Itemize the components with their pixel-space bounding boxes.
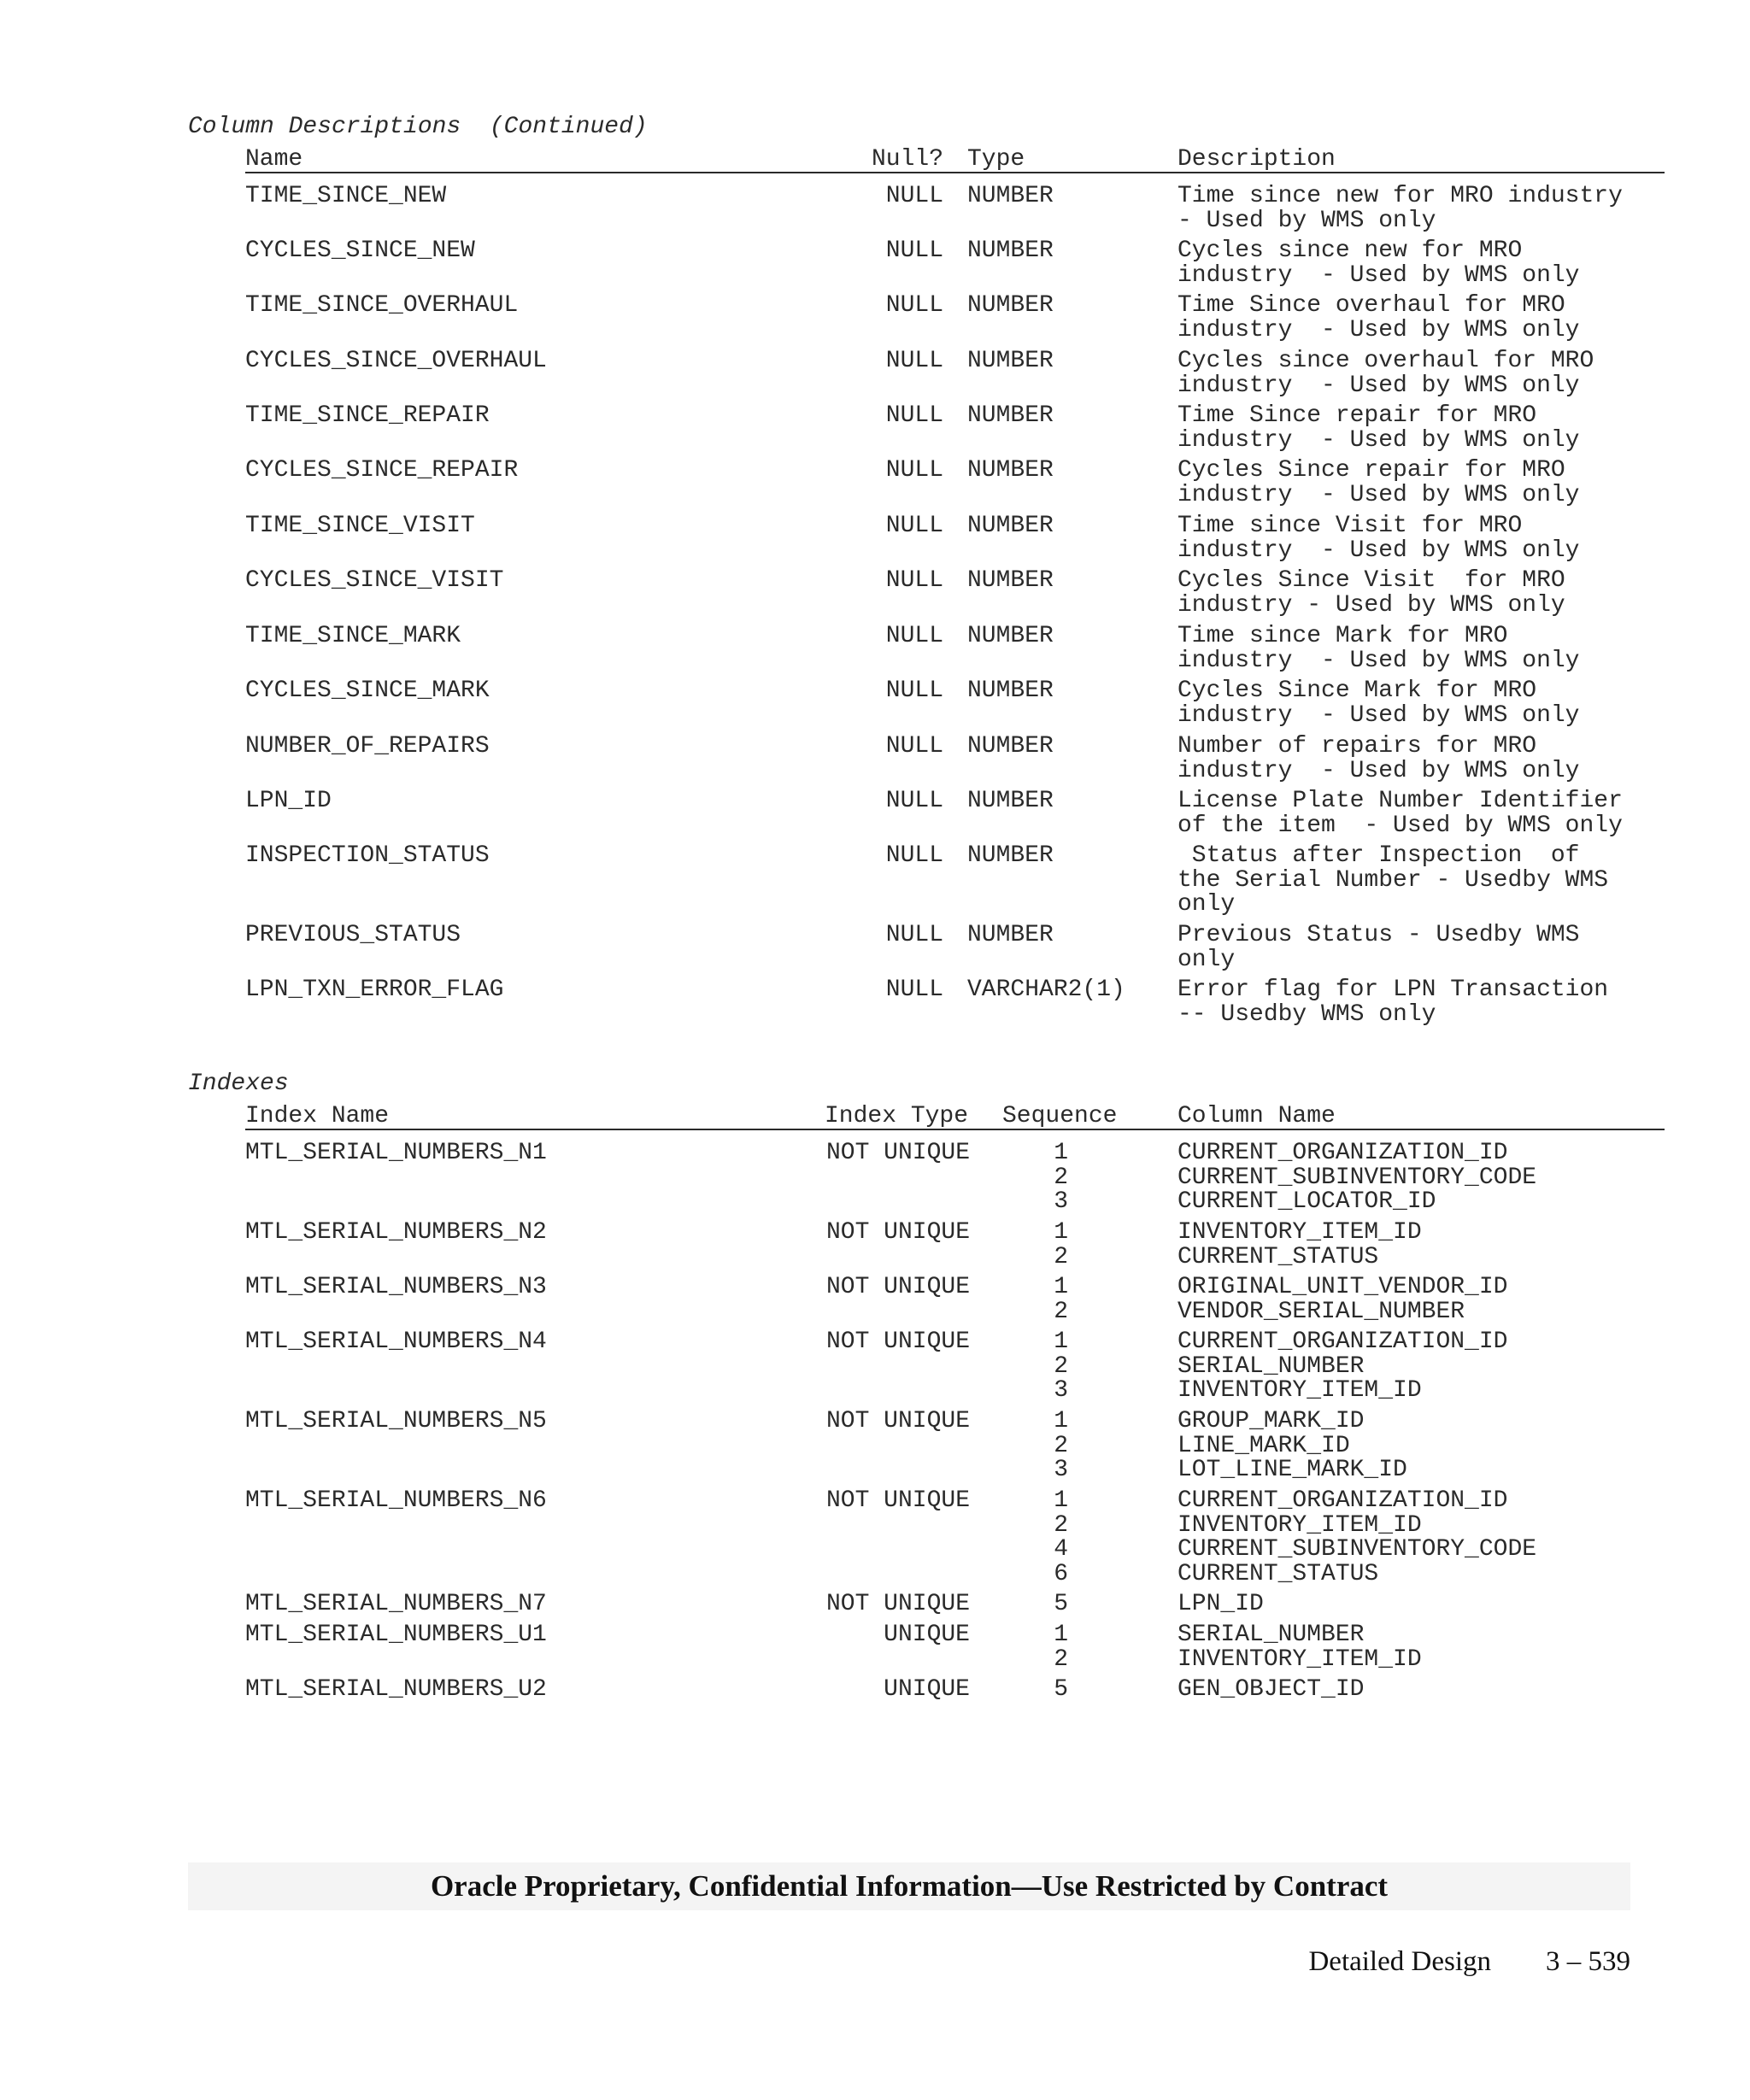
column-name: CYCLES_SINCE_OVERHAUL	[245, 348, 547, 374]
table-row	[0, 1678, 1750, 1824]
header-column-name: Column Name	[1177, 1103, 1336, 1129]
column-null: NULL	[885, 457, 943, 484]
column-type: NUMBER	[967, 842, 1054, 869]
table-row	[0, 789, 1750, 844]
table-row	[0, 844, 1750, 923]
index-name: MTL_SERIAL_NUMBERS_U2	[245, 1676, 547, 1703]
table-row	[0, 514, 1750, 569]
index-columns: CURRENT_ORGANIZATION_ID INVENTORY_ITEM_ID CURRENT_SUBINVENTORY_CODE CURRENT_STATUS	[1177, 1487, 1537, 1587]
table-row	[0, 239, 1750, 294]
index-type: NOT UNIQUE	[825, 1274, 970, 1300]
column-description: Time Since overhaul for MRO industry - Used by WMS only	[1177, 292, 1580, 343]
column-name: CYCLES_SINCE_MARK	[245, 678, 490, 704]
index-type: NOT UNIQUE	[825, 1591, 970, 1617]
column-descriptions-title: Column Descriptions (Continued)	[188, 114, 648, 140]
header-sequence: Sequence	[1002, 1103, 1118, 1129]
page-number: 3 – 539	[1546, 1946, 1630, 1977]
columns-header-rule	[245, 172, 1665, 173]
header-name: Name	[245, 146, 303, 173]
column-type: NUMBER	[967, 788, 1054, 814]
header-null: Null?	[872, 146, 944, 173]
column-type: NUMBER	[967, 623, 1054, 649]
index-sequences: 1 2	[1054, 1219, 1068, 1270]
column-type: NUMBER	[967, 183, 1054, 209]
column-type: NUMBER	[967, 733, 1054, 760]
index-name: MTL_SERIAL_NUMBERS_N4	[245, 1329, 547, 1355]
table-row	[0, 404, 1750, 459]
column-type: VARCHAR2(1)	[967, 977, 1125, 1003]
column-description: Previous Status - Usedby WMS only	[1177, 922, 1580, 973]
header-index-name: Index Name	[245, 1103, 390, 1129]
column-description: Time since Visit for MRO industry - Used by WMS only	[1177, 513, 1580, 564]
header-index-type: Index Type	[825, 1103, 969, 1129]
column-null: NULL	[885, 238, 943, 264]
index-name: MTL_SERIAL_NUMBERS_U1	[245, 1622, 547, 1648]
index-sequences: 1 2 3	[1054, 1408, 1068, 1483]
column-type: NUMBER	[967, 513, 1054, 539]
index-type: NOT UNIQUE	[825, 1219, 970, 1246]
column-null: NULL	[885, 292, 943, 319]
index-columns: CURRENT_ORGANIZATION_ID CURRENT_SUBINVENTORY_CODE CURRENT_LOCATOR_ID	[1177, 1140, 1537, 1215]
column-null: NULL	[885, 842, 943, 869]
indexes-header-rule	[245, 1129, 1665, 1130]
column-description: Time since new for MRO industry - Used by WMS only	[1177, 183, 1623, 234]
column-name: CYCLES_SINCE_REPAIR	[245, 457, 519, 484]
indexes-title: Indexes	[188, 1071, 289, 1097]
index-sequences: 1 2 4 6	[1054, 1487, 1068, 1587]
column-null: NULL	[885, 348, 943, 374]
column-type: NUMBER	[967, 348, 1054, 374]
column-name: LPN_TXN_ERROR_FLAG	[245, 977, 504, 1003]
column-type: NUMBER	[967, 678, 1054, 704]
table-row	[0, 679, 1750, 734]
index-columns: CURRENT_ORGANIZATION_ID SERIAL_NUMBER INVENTORY_ITEM_ID	[1177, 1329, 1508, 1404]
index-type: NOT UNIQUE	[825, 1408, 970, 1434]
index-type: UNIQUE	[884, 1622, 970, 1648]
column-null: NULL	[885, 733, 943, 760]
column-description: License Plate Number Identifier of the item - Used by WMS only	[1177, 788, 1623, 839]
column-description: Error flag for LPN Transaction -- Usedby WMS only	[1177, 977, 1609, 1028]
column-type: NUMBER	[967, 292, 1054, 319]
column-null: NULL	[885, 678, 943, 704]
column-name: TIME_SINCE_VISIT	[245, 513, 475, 539]
header-type: Type	[967, 146, 1025, 173]
column-null: NULL	[885, 513, 943, 539]
column-null: NULL	[885, 788, 943, 814]
index-columns: INVENTORY_ITEM_ID CURRENT_STATUS	[1177, 1219, 1422, 1270]
index-sequences: 5	[1054, 1676, 1068, 1703]
index-name: MTL_SERIAL_NUMBERS_N3	[245, 1274, 547, 1300]
index-sequences: 1 2 3	[1054, 1329, 1068, 1404]
column-type: NUMBER	[967, 238, 1054, 264]
column-description: Cycles Since Visit for MRO industry - Used by WMS only	[1177, 567, 1565, 619]
table-row	[0, 349, 1750, 404]
column-description: Cycles since new for MRO industry - Used by WMS only	[1177, 238, 1580, 289]
table-row	[0, 924, 1750, 978]
column-null: NULL	[885, 977, 943, 1003]
index-columns: SERIAL_NUMBER INVENTORY_ITEM_ID	[1177, 1622, 1422, 1673]
index-sequences: 1 2	[1054, 1622, 1068, 1673]
column-name: CYCLES_SINCE_NEW	[245, 238, 475, 264]
index-type: UNIQUE	[884, 1676, 970, 1703]
column-name: TIME_SINCE_NEW	[245, 183, 447, 209]
table-row	[0, 735, 1750, 789]
column-name: NUMBER_OF_REPAIRS	[245, 733, 490, 760]
index-sequences: 5	[1054, 1591, 1068, 1617]
column-name: TIME_SINCE_REPAIR	[245, 402, 490, 429]
table-row	[0, 185, 1750, 239]
column-description: Number of repairs for MRO industry - Used by WMS only	[1177, 733, 1580, 784]
table-row	[0, 625, 1750, 679]
column-name: TIME_SINCE_OVERHAUL	[245, 292, 519, 319]
column-name: TIME_SINCE_MARK	[245, 623, 461, 649]
table-row	[0, 978, 1750, 1033]
column-type: NUMBER	[967, 457, 1054, 484]
table-row	[0, 569, 1750, 624]
index-name: MTL_SERIAL_NUMBERS_N2	[245, 1219, 547, 1246]
column-name: LPN_ID	[245, 788, 332, 814]
column-description: Time since Mark for MRO industry - Used by WMS only	[1177, 623, 1580, 674]
index-name: MTL_SERIAL_NUMBERS_N1	[245, 1140, 547, 1166]
column-null: NULL	[885, 567, 943, 594]
column-description: Status after Inspection of the Serial Number - Usedby WMS only	[1177, 842, 1609, 918]
index-columns: GEN_OBJECT_ID	[1177, 1676, 1365, 1703]
column-description: Cycles since overhaul for MRO industry - Used by WMS only	[1177, 348, 1594, 399]
column-null: NULL	[885, 922, 943, 948]
column-name: CYCLES_SINCE_VISIT	[245, 567, 504, 594]
index-sequences: 1 2 3	[1054, 1140, 1068, 1215]
index-name: MTL_SERIAL_NUMBERS_N5	[245, 1408, 547, 1434]
index-type: NOT UNIQUE	[825, 1140, 970, 1166]
column-null: NULL	[885, 402, 943, 429]
header-description: Description	[1177, 146, 1336, 173]
column-null: NULL	[885, 183, 943, 209]
table-row	[0, 294, 1750, 349]
index-sequences: 1 2	[1054, 1274, 1068, 1325]
column-null: NULL	[885, 623, 943, 649]
index-type: NOT UNIQUE	[825, 1329, 970, 1355]
index-columns: GROUP_MARK_ID LINE_MARK_ID LOT_LINE_MARK_ID	[1177, 1408, 1407, 1483]
column-type: NUMBER	[967, 402, 1054, 429]
table-row	[0, 459, 1750, 513]
column-description: Cycles Since repair for MRO industry - Used by WMS only	[1177, 457, 1580, 508]
column-type: NUMBER	[967, 922, 1054, 948]
column-type: NUMBER	[967, 567, 1054, 594]
column-description: Cycles Since Mark for MRO industry - Used by WMS only	[1177, 678, 1580, 729]
confidential-notice: Oracle Proprietary, Confidential Information––Use Restricted by Contract	[430, 1869, 1389, 1903]
footer-section-title: Detailed Design	[1308, 1946, 1491, 1977]
index-name: MTL_SERIAL_NUMBERS_N6	[245, 1487, 547, 1514]
index-name: MTL_SERIAL_NUMBERS_N7	[245, 1591, 547, 1617]
column-name: INSPECTION_STATUS	[245, 842, 490, 869]
index-type: NOT UNIQUE	[825, 1487, 970, 1514]
index-columns: LPN_ID	[1177, 1591, 1264, 1617]
column-description: Time Since repair for MRO industry - Used by WMS only	[1177, 402, 1580, 454]
column-name: PREVIOUS_STATUS	[245, 922, 461, 948]
index-columns: ORIGINAL_UNIT_VENDOR_ID VENDOR_SERIAL_NUMBER	[1177, 1274, 1508, 1325]
